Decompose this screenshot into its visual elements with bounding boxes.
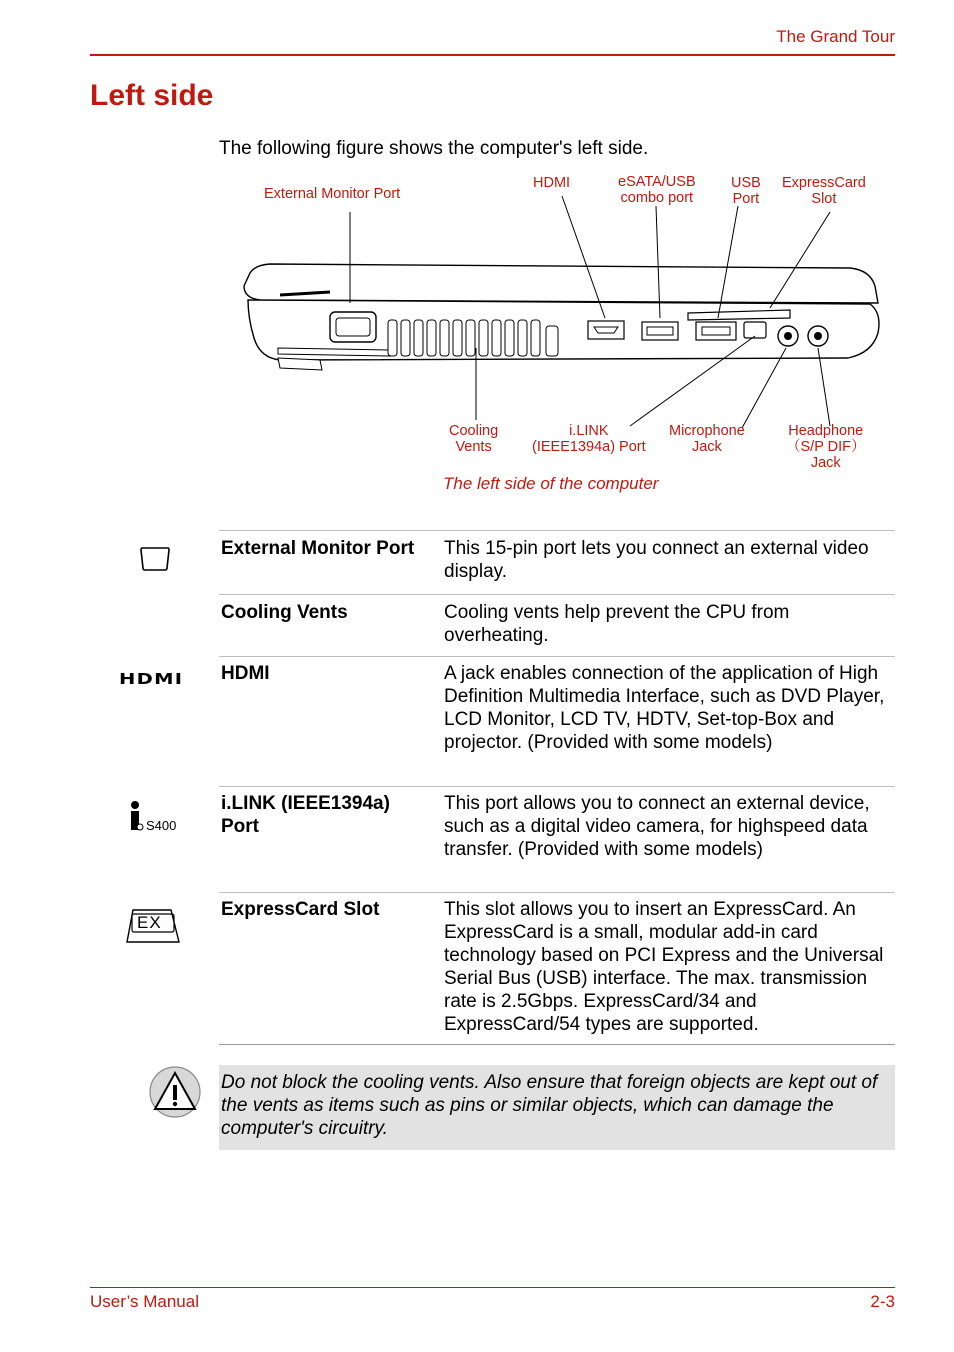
page-title: Left side bbox=[90, 79, 214, 112]
running-header: The Grand Tour bbox=[776, 27, 895, 46]
desc-external-monitor-port: This 15-pin port lets you connect an external video display. bbox=[444, 538, 869, 582]
label-esata-usb bbox=[618, 174, 696, 206]
label-line: eSATA/USB bbox=[618, 174, 696, 190]
label-external-monitor-port: External Monitor Port bbox=[264, 186, 401, 202]
table-rule bbox=[219, 656, 895, 657]
term-external-monitor-port: External Monitor Port bbox=[221, 538, 415, 559]
term-cooling-vents: Cooling Vents bbox=[221, 602, 348, 623]
label-line: Port bbox=[732, 191, 760, 207]
left-side-figure bbox=[230, 168, 890, 508]
ilink-icon bbox=[128, 800, 144, 837]
label-usb-port bbox=[731, 175, 761, 207]
warning-icon bbox=[148, 1065, 202, 1124]
label-headphone-jack bbox=[786, 423, 866, 471]
header-rule bbox=[90, 54, 895, 56]
label-cooling-vents bbox=[449, 423, 498, 455]
label-line: USB bbox=[731, 175, 761, 191]
intro-text: The following figure shows the computer's left side. bbox=[219, 138, 649, 159]
s400-label: S400 bbox=[146, 818, 177, 833]
label-line: (IEEE1394a) Port bbox=[532, 439, 646, 455]
table-rule bbox=[219, 786, 895, 787]
table-rule bbox=[219, 1044, 895, 1045]
label-line: Cooling bbox=[449, 423, 499, 439]
desc-ilink: This port allows you to connect an external device, such as a digital video camera, for highspeed data transfer. (Provided with some models) bbox=[444, 793, 870, 860]
external-monitor-icon bbox=[139, 546, 171, 577]
label-line: Headphone bbox=[788, 423, 864, 439]
label-line: Jack bbox=[691, 439, 722, 455]
table-rule bbox=[219, 892, 895, 893]
footer-rule bbox=[90, 1287, 895, 1288]
label-line: Slot bbox=[811, 191, 837, 207]
label-line: Microphone bbox=[669, 423, 745, 439]
figure-caption: The left side of the computer bbox=[443, 474, 659, 493]
label-line: ExpressCard bbox=[782, 175, 866, 191]
label-line: combo port bbox=[620, 190, 694, 206]
term-hdmi: HDMI bbox=[221, 663, 270, 684]
label-line: Vents bbox=[455, 439, 492, 455]
footer-manual-title: User’s Manual bbox=[90, 1292, 199, 1311]
label-microphone-jack bbox=[669, 423, 745, 455]
desc-expresscard-slot: This slot allows you to insert an ExpressCard. An ExpressCard is a small, modular add-in card technology based on PCI Express and the Universal Serial Bus (USB) interface. The max. transmission rate is 2.5Gbps. ExpressCard/34 and ExpressCard/54 types are supported. bbox=[444, 899, 884, 1035]
note-text: Do not block the cooling vents. Also ensure that foreign objects are kept out of the vents as items such as pins or similar objects, which can damage the computer's circuitry. bbox=[221, 1072, 878, 1139]
label-hdmi: HDMI bbox=[533, 175, 571, 191]
label-line: i.LINK bbox=[569, 423, 609, 439]
term-expresscard-slot: ExpressCard Slot bbox=[221, 899, 380, 920]
label-ilink-port bbox=[532, 423, 646, 455]
label-line: （S/P DIF） bbox=[786, 439, 866, 455]
label-line: Jack bbox=[810, 455, 841, 471]
expresscard-icon bbox=[125, 908, 181, 949]
expresscard-icon-text: EX bbox=[137, 913, 162, 932]
label-expresscard-slot bbox=[782, 175, 866, 207]
footer-page-number: 2-3 bbox=[870, 1292, 895, 1311]
desc-hdmi: A jack enables connection of the application of High Definition Multimedia Interface, such as DVD Player, LCD Monitor, LCD TV, HDTV, Set-top-Box and projector. (Provided with some models) bbox=[444, 663, 885, 753]
term-ilink: i.LINK (IEEE1394a) Port bbox=[221, 793, 390, 837]
hdmi-icon: HDMI bbox=[119, 670, 184, 688]
table-rule bbox=[219, 530, 895, 531]
table-rule bbox=[219, 594, 895, 595]
desc-cooling-vents: Cooling vents help prevent the CPU from overheating. bbox=[444, 602, 790, 646]
